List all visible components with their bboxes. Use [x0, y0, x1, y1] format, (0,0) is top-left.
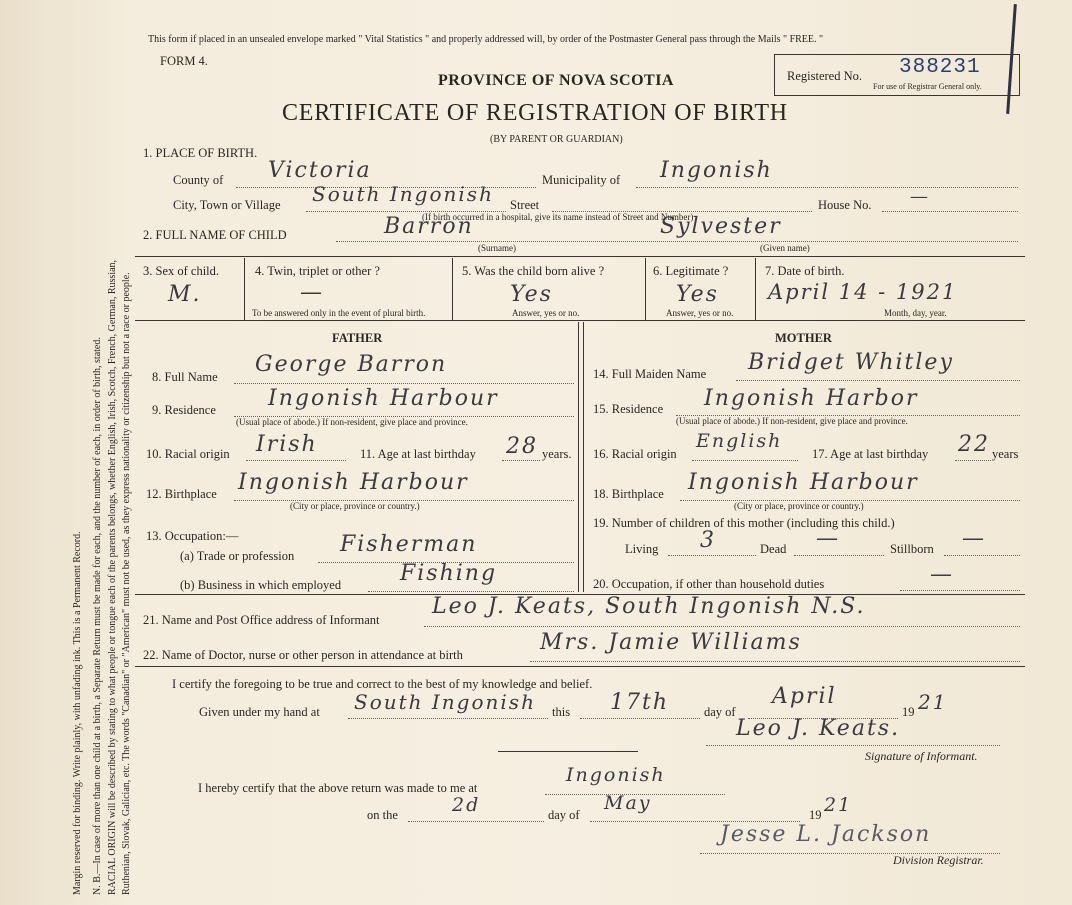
mother-name-label: 14. Full Maiden Name: [593, 367, 707, 381]
born-alive-label: 5. Was the child born alive ?: [462, 264, 605, 278]
doctor-value: Mrs. Jamie Williams: [540, 630, 802, 655]
informant-signature: Leo J. Keats.: [736, 716, 901, 741]
father-age-label: 11. Age at last birthday: [360, 447, 476, 461]
father-residence-note: (Usual place of abode.) If non-resident, give place and province.: [236, 417, 468, 427]
mail-notice: This form if placed in an unsealed envelope marked " Vital Statistics " and properly addressed will, by order of the Postmaster General pass through the Mails " FREE. ": [148, 34, 824, 45]
page-subtitle: (BY PARENT OR GUARDIAN): [490, 134, 623, 145]
mother-occupation-label: 20. Occupation, if other than household duties: [593, 577, 825, 591]
mother-name-value: Bridget Whitley: [748, 350, 954, 375]
date-of-birth-note: Month, day, year.: [884, 308, 947, 318]
twin-value: —: [300, 280, 324, 305]
house-number-label: House No.: [818, 198, 872, 212]
margin-note-2: N. B.—In case of more than one child at a birth, a Separate Return must be made for each, and the number of each, in order of birth, stated.: [92, 337, 103, 895]
city-value: South Ingonish: [312, 182, 494, 206]
street-label: Street: [510, 198, 540, 212]
margin-note-1: Margin reserved for binding. Write plainly, with unfading ink. This is a Permanent Record.: [72, 531, 83, 895]
doctor-label: 22. Name of Doctor, nurse or other person in attendance at birth: [143, 648, 463, 662]
legitimate-note: Answer, yes or no.: [666, 308, 734, 318]
mother-years-label: years: [992, 447, 1019, 461]
child-given-name: Sylvester: [660, 214, 782, 239]
given-day-of-label: day of: [704, 705, 736, 719]
father-residence-value: Ingonish Harbour: [268, 386, 499, 411]
stillborn-value: —: [962, 526, 986, 551]
registrar-place-value: Ingonish: [566, 764, 666, 786]
trade-value: Fisherman: [340, 532, 478, 557]
registrar-caption: Division Registrar.: [893, 853, 984, 867]
municipality-value: Ingonish: [660, 158, 773, 183]
margin-note-3: RACIAL ORIGIN will be described by stating to what people or tongue each of the parents belongs, whether English, Irish, Scotch, French, German, Russian,: [107, 259, 118, 895]
mother-residence-label: 15. Residence: [593, 402, 664, 416]
registrar-year-prefix: 19: [809, 808, 822, 822]
mother-heading: MOTHER: [775, 331, 832, 345]
father-birthplace-label: 12. Birthplace: [146, 487, 217, 501]
father-birthplace-value: Ingonish Harbour: [238, 470, 469, 495]
county-value: Victoria: [268, 158, 372, 183]
father-racial-value: Irish: [256, 432, 318, 457]
mother-age-value: 22: [958, 432, 990, 457]
province-heading: PROVINCE OF NOVA SCOTIA: [438, 72, 674, 89]
given-year-prefix: 19: [902, 705, 915, 719]
mother-racial-label: 16. Racial origin: [593, 447, 677, 461]
municipality-label: Municipality of: [542, 173, 621, 187]
legitimate-label: 6. Legitimate ?: [653, 264, 729, 278]
registrar-year-value: 21: [824, 794, 853, 816]
informant-label: 21. Name and Post Office address of Informant: [143, 613, 380, 627]
on-the-label: on the: [367, 808, 398, 822]
registered-note: For use of Registrar General only.: [873, 82, 982, 91]
business-label: (b) Business in which employed: [180, 578, 342, 592]
living-value: 3: [700, 528, 716, 553]
mother-birthplace-value: Ingonish Harbour: [688, 470, 919, 495]
this-label: this: [552, 705, 571, 719]
registrar-signature: Jesse L. Jackson: [720, 822, 932, 847]
child-surname: Barron: [384, 214, 474, 239]
father-heading: FATHER: [332, 331, 383, 345]
house-number-value: —: [910, 186, 930, 207]
registrar-statement: I hereby certify that the above return was made to me at: [198, 781, 478, 795]
children-count-label: 19. Number of children of this mother (including this child.): [593, 516, 895, 530]
certify-statement: I certify the foregoing to be true and correct to the best of my knowledge and belief.: [172, 677, 593, 691]
father-age-value: 28: [506, 434, 538, 459]
margin-note-4: Ruthenian, Slovak, Galician, etc. The words "Canadian" or "American" must not be used, as they express nationality or citizenship but not a race or people.: [121, 272, 132, 895]
surname-caption: (Surname): [478, 243, 516, 253]
place-of-birth-label: 1. PLACE OF BIRTH.: [143, 146, 258, 160]
twin-label: 4. Twin, triplet or other ?: [255, 264, 380, 278]
mother-racial-value: English: [696, 430, 783, 452]
born-alive-note: Answer, yes or no.: [512, 308, 580, 318]
mother-occupation-value: —: [930, 562, 954, 587]
city-label: City, Town or Village: [173, 198, 281, 212]
business-value: Fishing: [400, 561, 498, 586]
given-month-value: April: [772, 684, 837, 709]
father-name-label: 8. Full Name: [152, 370, 218, 384]
given-year-value: 21: [918, 690, 948, 714]
twin-note: To be answered only in the event of plural birth.: [252, 308, 426, 318]
mother-age-label: 17. Age at last birthday: [812, 447, 929, 461]
born-alive-value: Yes: [510, 282, 553, 307]
father-occupation-label: 13. Occupation:—: [146, 529, 239, 543]
father-birthplace-note: (City or place, province or country.): [290, 501, 420, 511]
mother-residence-note: (Usual place of abode.) If non-resident, give place and province.: [676, 416, 908, 426]
hospital-note: (If birth occurred in a hospital, give its name instead of Street and Number): [422, 212, 694, 222]
informant-value: Leo J. Keats, South Ingonish N.S.: [432, 594, 866, 619]
father-racial-label: 10. Racial origin: [146, 447, 230, 461]
registered-number: 388231: [899, 56, 981, 79]
legitimate-value: Yes: [676, 282, 719, 307]
given-day-value: 17th: [610, 690, 670, 715]
mother-birthplace-note: (City or place, province or country.): [734, 501, 864, 511]
registered-label: Registered No.: [787, 69, 862, 83]
date-of-birth-value: April 14 - 1921: [768, 280, 958, 304]
informant-signature-caption: Signature of Informant.: [865, 749, 978, 763]
mother-residence-value: Ingonish Harbor: [704, 386, 919, 411]
father-name-value: George Barron: [255, 352, 448, 377]
county-label: County of: [173, 173, 224, 187]
given-name-caption: (Given name): [760, 243, 810, 253]
registrar-day-value: 2d: [452, 794, 481, 816]
page-title: CERTIFICATE OF REGISTRATION OF BIRTH: [282, 100, 788, 126]
mother-birthplace-label: 18. Birthplace: [593, 487, 664, 501]
sex-value: M.: [168, 282, 202, 307]
form-number: FORM 4.: [160, 54, 208, 68]
stillborn-label: Stillborn: [890, 542, 934, 556]
given-place-value: South Ingonish: [354, 690, 536, 714]
dead-label: Dead: [760, 542, 787, 556]
father-years-label: years.: [542, 447, 572, 461]
registrar-day-of-label: day of: [548, 808, 580, 822]
given-under-hand-label: Given under my hand at: [199, 705, 320, 719]
dead-value: —: [816, 526, 840, 551]
father-residence-label: 9. Residence: [152, 403, 216, 417]
living-label: Living: [625, 542, 659, 556]
child-name-label: 2. FULL NAME OF CHILD: [143, 228, 287, 242]
sex-label: 3. Sex of child.: [143, 264, 220, 278]
registrar-month-value: May: [604, 792, 652, 814]
date-of-birth-label: 7. Date of birth.: [765, 264, 845, 278]
registered-number-box: [774, 54, 1020, 96]
trade-label: (a) Trade or profession: [180, 549, 295, 563]
